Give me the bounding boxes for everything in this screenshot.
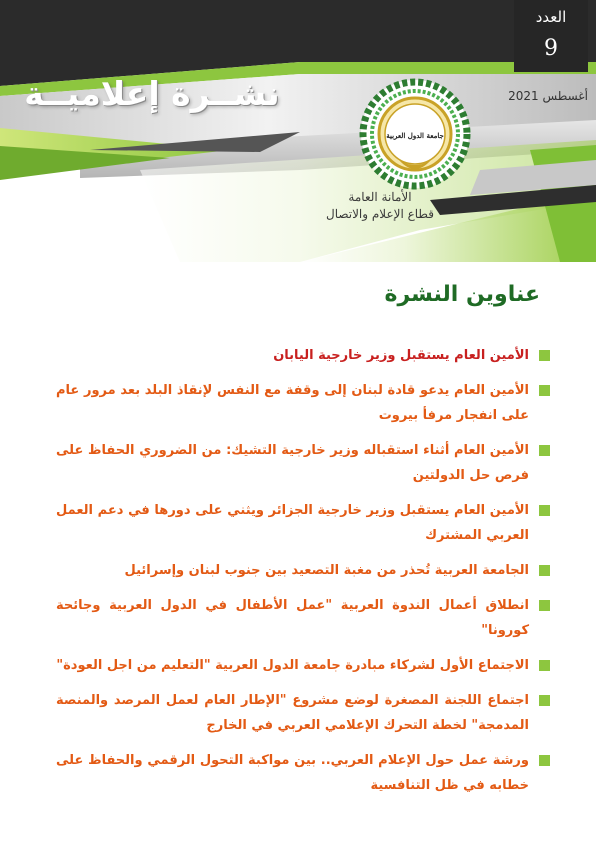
square-bullet-icon <box>539 445 550 456</box>
square-bullet-icon <box>539 660 550 671</box>
headline-text: ورشة عمل حول الإعلام العربي.. بين مواكبة التحول الرقمي والحفاظ على خطابه في ظل التنافسية <box>56 753 529 793</box>
square-bullet-icon <box>539 755 550 766</box>
org-secretariat: الأمانة العامة <box>348 190 412 204</box>
headline-text: الجامعة العربية تُحذر من مغبة التصعيد بين جنوب لبنان وإسرائيل <box>124 563 529 578</box>
headline-text: الأمين العام يستقبل وزير خارجية الجزائر ويثني على دورها في دعم العمل العربي المشترك <box>56 503 529 543</box>
square-bullet-icon <box>539 565 550 576</box>
headline-text: الأمين العام يدعو قادة لبنان إلى وقفة مع النفس لإنقاذ البلد بعد مرور عام على انفجار مرفأ بيروت <box>56 383 529 423</box>
issue-box <box>514 0 588 72</box>
square-bullet-icon <box>539 695 550 706</box>
headline-item <box>56 593 550 643</box>
header-banner-graphic <box>0 0 596 262</box>
square-bullet-icon <box>539 350 550 361</box>
issue-date: أغسطس 2021 <box>508 89 588 103</box>
headlines-list <box>56 343 550 808</box>
headline-item <box>56 378 550 428</box>
issue-number: 9 <box>544 36 558 61</box>
square-bullet-icon <box>539 505 550 516</box>
contents-heading: عناوين النشرة <box>384 282 540 307</box>
arab-league-emblem-icon <box>359 78 471 190</box>
headline-item <box>56 748 550 798</box>
headline-text: الأمين العام أثناء استقباله وزير خارجية التشيك: من الضروري الحفاظ على فرص حل الدولتين <box>56 443 529 483</box>
org-sector: قطاع الإعلام والاتصال <box>325 207 435 221</box>
organization-block <box>300 189 460 223</box>
issue-label: العدد <box>535 8 567 26</box>
square-bullet-icon <box>539 600 550 611</box>
emblem-text: جامعة الدول العربية <box>386 131 444 140</box>
headline-item <box>56 558 550 583</box>
headline-text: الاجتماع الأول لشركاء مبادرة جامعة الدول العربية "التعليم من اجل العودة" <box>56 658 529 673</box>
square-bullet-icon <box>539 385 550 396</box>
headline-item <box>56 438 550 488</box>
newsletter-title: نشــرة إعلاميــة <box>24 74 280 113</box>
headline-item <box>56 688 550 738</box>
headline-text: اجتماع اللجنة المصغرة لوضع مشروع "الإطار العام لعمل المرصد والمنصة المدمجة" لخطة التحرك الإعلامي العربي في الخارج <box>56 693 529 733</box>
headline-item <box>56 498 550 548</box>
headline-item <box>56 653 550 678</box>
headline-text: الأمين العام يستقبل وزير خارجية اليابان <box>273 348 529 363</box>
headline-text: انطلاق أعمال الندوة العربية "عمل الأطفال في الدول العربية وجائحة كورونا" <box>56 598 529 638</box>
headline-item <box>56 343 550 368</box>
